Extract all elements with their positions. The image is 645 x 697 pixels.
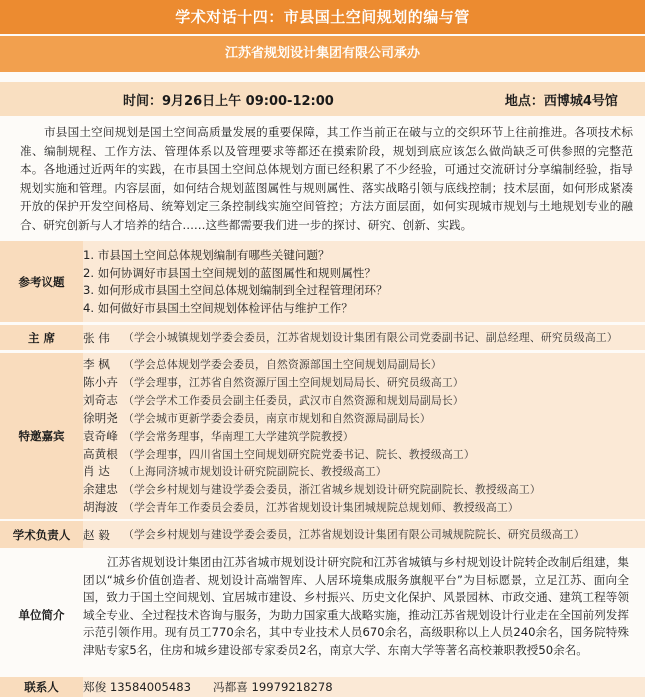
guest-title: （学会青年工作委员会委员，江苏省规划设计集团城规院总规划师、教授级高工） (123, 501, 519, 515)
contact-person-2: 冯都喜 19979218278 (213, 680, 333, 694)
guest-name: 袁奇峰 (83, 428, 118, 443)
guest-item (83, 356, 645, 374)
time-value: 9月26日上午 09:00-12:00 (162, 93, 334, 109)
guest-item (83, 446, 645, 464)
guest-title: （上海同济城市规划设计研究院副院长、教授级高工） (123, 465, 387, 479)
topics-row (0, 241, 645, 322)
contact-label: 联系人 (0, 677, 83, 697)
academic-lead-label: 学术负责人 (0, 521, 83, 548)
guest-title: （学会学术工作委员会副主任委员，武汉市自然资源和规划局副局长） (123, 393, 464, 407)
guest-item (83, 410, 645, 428)
guest-item (83, 392, 645, 410)
academic-lead-title: （学会乡村规划与建设学委会委员，江苏省规划设计集团有限公司城规院院长、研究员级高工） (123, 527, 585, 541)
host-organization-banner (0, 36, 645, 72)
contact-row (0, 677, 645, 697)
session-title-banner (0, 0, 645, 34)
guests-row (0, 353, 645, 519)
chair-label: 主 席 (0, 325, 83, 350)
organization-intro-text: 江苏省规划设计集团由江苏省城市规划设计研究院和江苏省城镇与乡村规划设计院转企改制后组建，集团以“城乡价值创造者、规划设计高端智库、人居环境集成服务旗舰平台”为目标愿景，立足江苏、面向全国，致力于国土空间规划、宜居城市建设、乡村振兴、历史文化保护、风景园林、市政交通、建筑工程等领域全专业、全过程技术咨询与服务，为助力国家重大战略实施，推动江苏省规划设计行业走在全国前列发挥示范引领作用。现有员工770余名，其中专业技术人员670余名，高级职称以上人员240余名，国务院特殊津贴专家5名，住房和城乡建设部专家委员2名，南京大学、东南大学等著名高校兼职教授50余名。 (83, 555, 629, 657)
time-label: 时间： (123, 93, 163, 109)
chair-info (83, 325, 645, 350)
organization-intro-row (0, 552, 645, 677)
topic-item: 4. 如何做好市县国土空间规划体检评估与维护工作？ (83, 300, 353, 315)
guest-title: （学会乡村规划与建设学委会委员，浙江省城乡规划设计研究院副院长、教授级高工） (123, 483, 541, 497)
place-info (505, 90, 618, 109)
guest-title: （学会理事，江苏省自然资源厅国土空间规划局局长、研究员级高工） (123, 375, 464, 389)
contact-info (83, 677, 645, 697)
guest-name: 胡海波 (83, 500, 118, 515)
guest-item (83, 499, 645, 517)
time-place-bar (0, 82, 645, 116)
guests-list (83, 353, 645, 519)
chair-name: 张 伟 (83, 330, 110, 345)
topic-item: 2. 如何协调好市县国土空间规划的蓝图属性和规则属性？ (83, 265, 376, 280)
guest-item (83, 374, 645, 392)
guest-title: （学会常务理事，华南理工大学建筑学院教授） (123, 429, 354, 443)
topics-list (83, 241, 645, 322)
organization-intro-label: 单位简介 (18, 607, 65, 622)
academic-lead-row (0, 521, 645, 548)
guest-title: （学会城市更新学委会委员，南京市规划和自然资源局副局长） (123, 411, 431, 425)
topic-item: 1. 市县国土空间总体规划编制有哪些关键问题？ (83, 248, 330, 262)
guests-label: 特邀嘉宾 (0, 353, 83, 519)
topics-label: 参考议题 (0, 241, 83, 322)
chair-title: （学会小城镇规划学委会委员，江苏省规划设计集团有限公司党委副书记、副总经理、研究员级高工） (123, 330, 618, 344)
place-value: 西博城4号馆 (543, 93, 618, 109)
chair-row (0, 325, 645, 350)
contact-person-1: 郑俊 13584005483 (83, 680, 192, 694)
time-info (123, 90, 334, 109)
topic-item: 3. 如何形成市县国土空间总体规划编制到全过程管理闭环？ (83, 283, 388, 298)
guest-item (83, 481, 645, 499)
academic-lead-name: 赵 毅 (83, 527, 110, 542)
guest-item (83, 428, 645, 446)
place-label: 地点： (504, 93, 544, 109)
guest-name: 刘奇志 (83, 392, 118, 407)
session-title: 学术对话十四：市县国土空间规划的编与管 (175, 8, 470, 26)
host-organization: 江苏省规划设计集团有限公司承办 (224, 46, 420, 61)
guest-name: 肖 达 (83, 464, 110, 479)
guest-name: 徐明尧 (83, 410, 118, 425)
guest-item (83, 463, 645, 481)
guest-name: 高黄根 (83, 446, 118, 461)
academic-lead-info (83, 521, 645, 548)
guest-title: （学会总体规划学委会委员，自然资源部国土空间规划局副局长） (123, 358, 442, 371)
guest-title: （学会理事，四川省国土空间规划研究院党委书记、院长、教授级高工） (123, 447, 475, 461)
guest-name: 余建忠 (83, 482, 118, 497)
session-introduction: 市县国土空间规划是国土空间高质量发展的重要保障，其工作当前正在破与立的交织环节上往前推进。各项技术标准、编制规程、工作方法、管理体系以及管理要求等都还在摸索阶段，规划到底应该怎么做尚缺乏可供参照的完整范本。各地通过近两年的实践，在市县国土空间总体规划方面已经积累了不少经验，可通过交流研讨分享编制经验，指导规划实施和管理。内容层面，如何结合规划蓝图属性与规则属性、落实战略引领与底线控制；技术层面，如何形成紧凑开放的保护开发空间格局、统筹划定三条控制线实施空间管控；方法方面层面，如何实现城市规划与土地规划专业的融合、研究创新与人才培养的结合……这些都需要我们进一步的探讨、研究、创新、实践。 (20, 125, 633, 232)
guest-name: 陈小卉 (83, 374, 118, 389)
guest-name: 李 枫 (83, 357, 110, 371)
